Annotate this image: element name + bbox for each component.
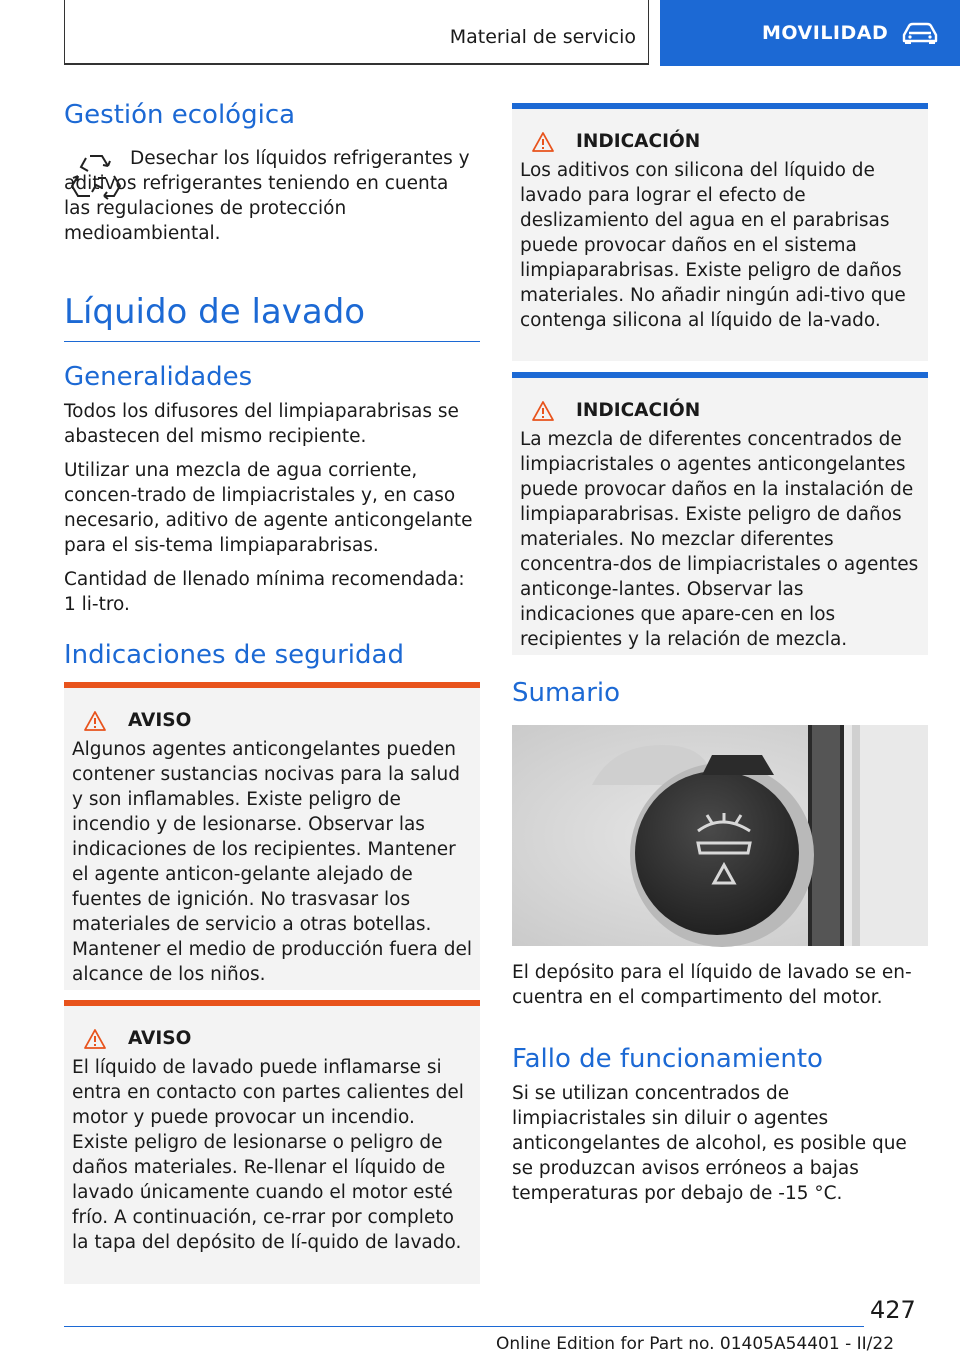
- recycle-icon: [68, 148, 124, 204]
- warning-triangle-icon: [84, 1029, 106, 1049]
- eco-heading: Gestión ecológica: [64, 100, 296, 130]
- note-text-1: Los aditivos con silicona del líquido de lavado para lograr el efecto de deslizamiento del agua en el parabrisas puede provocar daños en el sistema limpiaparabrisas. Existe peligro de daños materiales. No añadir ningún adi‐tivo que contenga silicona al líquido de la‐vado.: [520, 160, 906, 331]
- warning-box-2: [64, 1000, 480, 1284]
- car-icon: [900, 21, 940, 45]
- note-label-1: INDICACIÓN: [576, 131, 701, 152]
- safety-heading: Indicaciones de seguridad: [64, 640, 404, 670]
- warning-header-1: [72, 710, 474, 731]
- general-paragraph-2: Utilizar una mezcla de agua corriente, concen‐trado de limpiacristales y, en caso necesario, aditivo de agente anticongelante para el sis‐tema limpiaparabrisas.: [64, 460, 473, 556]
- main-heading: Líquido de lavado: [64, 292, 366, 332]
- note-label-2: INDICACIÓN: [576, 400, 701, 421]
- note-header-2: [520, 400, 922, 421]
- warning-label-1: AVISO: [128, 710, 192, 731]
- washer-reservoir-photo: [512, 725, 928, 946]
- warning-triangle-icon: [532, 132, 554, 152]
- chapter-tab[interactable]: [660, 0, 960, 66]
- photo-caption: El depósito para el líquido de lavado se en‐cuentra en el compartimento del motor.: [512, 962, 912, 1008]
- general-section: [64, 399, 480, 617]
- main-heading-rule: [64, 341, 480, 342]
- header-divider-right: [648, 0, 649, 64]
- washer-cap-illustration: [512, 725, 928, 946]
- footer-rule: [64, 1326, 864, 1327]
- page-number: 427: [870, 1296, 916, 1324]
- header-underline: [64, 63, 649, 65]
- note-box-2: [512, 372, 928, 655]
- chapter-tab-label: MOVILIDAD: [762, 22, 889, 44]
- fault-heading: Fallo de funcionamiento: [512, 1044, 823, 1074]
- general-heading: Generalidades: [64, 362, 253, 392]
- note-header-1: [520, 131, 922, 152]
- general-paragraph-3: Cantidad de llenado mínima recomendada: 1 li‐tro.: [64, 569, 465, 615]
- eco-text: Desechar los líquidos refrigerantes y aditivos refrigerantes teniendo en cuenta las regulaciones de protección medioambiental.: [64, 148, 470, 244]
- header-divider-left: [64, 0, 65, 64]
- warning-text-2: El líquido de lavado puede inflamarse si entra en contacto con partes calientes del motor y puede provocar un incendio. Existe peligro de lesionarse o peligro de daños materiales. Re‐llenar el líquido de lavado únicamente cuando el motor esté frío. A continuación, ce‐rrar por completo la tapa del depósito de lí‐quido de lavado.: [72, 1057, 464, 1253]
- warning-box-1: [64, 682, 480, 990]
- eco-block: [64, 146, 480, 246]
- warning-label-2: AVISO: [128, 1028, 192, 1049]
- general-paragraph-1: Todos los difusores del limpiaparabrisas se abastecen del mismo recipiente.: [64, 401, 459, 447]
- fault-text: Si se utilizan concentrados de limpiacristales sin diluir o agentes anticongelantes de alcohol, es posible que se produzcan avisos erróneos a bajas temperaturas por debajo de -15 °C.: [512, 1083, 907, 1204]
- note-text-2: La mezcla de diferentes concentrados de limpiacristales o agentes anticongelantes puede provocar daños en la instalación de limpiaparabrisas. Existe peligro de daños materiales. No mezclar diferentes concentra‐dos de limpiacristales o agentes anticonge‐lantes. Observar las indicaciones que apare‐cen en los recipientes y la relación de mezcla.: [520, 429, 919, 650]
- warning-triangle-icon: [84, 711, 106, 731]
- warning-triangle-icon: [532, 401, 554, 421]
- note-box-1: [512, 103, 928, 361]
- summary-heading: Sumario: [512, 678, 621, 708]
- warning-text-1: Algunos agentes anticongelantes pueden contener sustancias nocivas para la salud y son inflamables. Existe peligro de incendio y de lesionarse. Observar las indicaciones de los recipientes. Mantener el agente anticon‐gelante alejado de fuentes de ignición. No trasvasar los materiales de servicio a otras botellas. Mantener el medio de producción fuera del alcance de los niños.: [72, 739, 472, 985]
- warning-header-2: [72, 1028, 474, 1049]
- section-title: Material de servicio: [449, 26, 636, 48]
- edition-text: Online Edition for Part no. 01405A54401 - II/22: [496, 1334, 895, 1354]
